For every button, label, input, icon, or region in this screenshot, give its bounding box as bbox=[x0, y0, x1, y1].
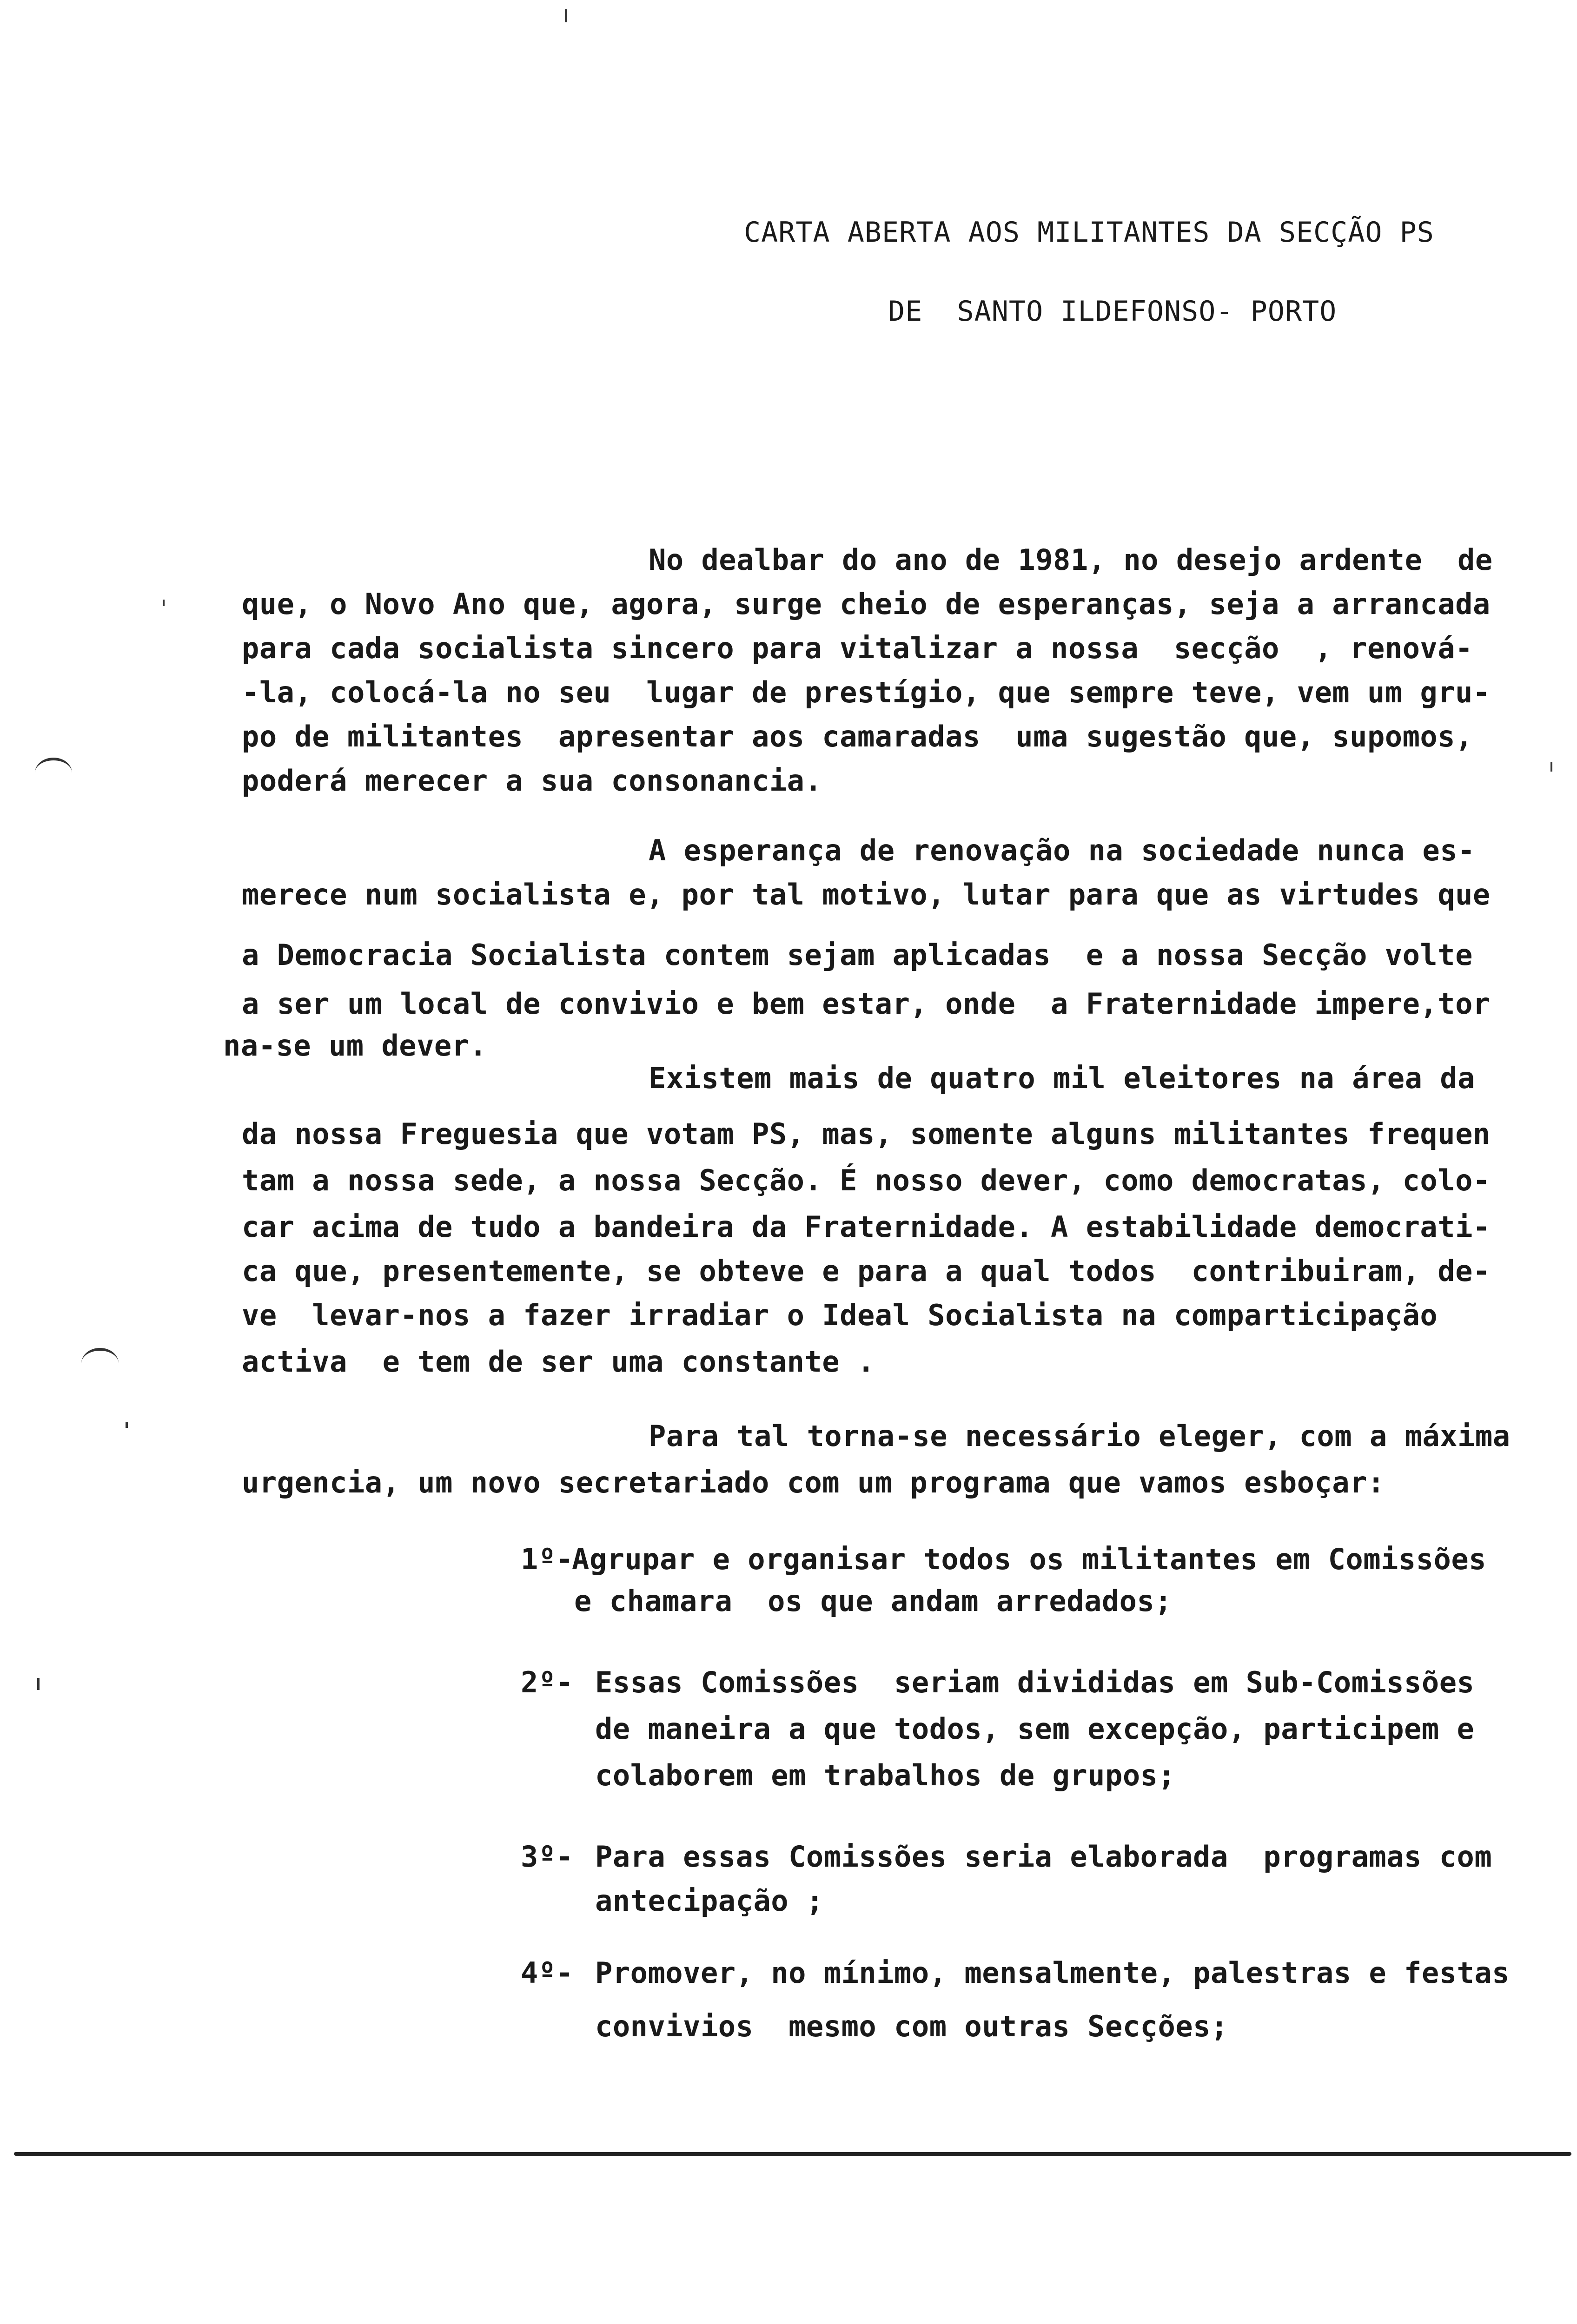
bottom-rule bbox=[14, 2152, 1571, 2156]
paragraph-2-line: a Democracia Socialista contem sejam aplicadas e a nossa Secção volte bbox=[242, 938, 1473, 972]
paragraph-1-line: -la, colocá-la no seu lugar de prestígio, que sempre teve, vem um gru- bbox=[242, 675, 1491, 709]
item-number: 2º- bbox=[521, 1665, 574, 1699]
item-text-line: Promover, no mínimo, mensalmente, palestras e festas bbox=[595, 1956, 1510, 1990]
item-number: 3º- bbox=[521, 1840, 574, 1874]
binder-hole-mark bbox=[35, 758, 72, 788]
scan-mark bbox=[1550, 762, 1552, 772]
paragraph-3-line: ca que, presentemente, se obteve e para a qual todos contribuiram, de- bbox=[242, 1254, 1491, 1288]
item-number: 4º- bbox=[521, 1956, 574, 1990]
paragraph-3-line: ve levar-nos a fazer irradiar o Ideal Socialista na comparticipação bbox=[242, 1298, 1438, 1332]
scan-mark bbox=[126, 1422, 128, 1428]
paragraph-3-line: tam a nossa sede, a nossa Secção. É nosso dever, como democratas, colo- bbox=[242, 1163, 1491, 1197]
paragraph-2-line: A esperança de renovação na sociedade nunca es- bbox=[649, 833, 1475, 867]
item-text-line: convivios mesmo com outras Secções; bbox=[595, 2009, 1228, 2043]
paragraph-2-line: na-se um dever. bbox=[223, 1029, 487, 1063]
paragraph-3-line: car acima de tudo a bandeira da Fraternidade. A estabilidade democrati- bbox=[242, 1210, 1491, 1244]
title-line-2: DE SANTO ILDEFONSO- PORTO bbox=[888, 295, 1337, 328]
paragraph-3-line: activa e tem de ser uma constante . bbox=[242, 1345, 875, 1379]
paragraph-2-line: a ser um local de convivio e bem estar, onde a Fraternidade impere,tor bbox=[242, 987, 1491, 1021]
paragraph-1-line: para cada socialista sincero para vitalizar a nossa secção , renová- bbox=[242, 631, 1473, 665]
item-text-line: de maneira a que todos, sem excepção, participem e bbox=[595, 1712, 1475, 1746]
item-text-line: colaborem em trabalhos de grupos; bbox=[595, 1758, 1176, 1792]
paragraph-4-line: urgencia, um novo secretariado com um programa que vamos esboçar: bbox=[242, 1466, 1385, 1499]
paragraph-1-line: que, o Novo Ano que, agora, surge cheio de esperanças, seja a arrancada bbox=[242, 587, 1491, 621]
scan-mark bbox=[37, 1678, 40, 1690]
binder-hole-mark bbox=[81, 1348, 119, 1379]
item-number: 1º- bbox=[521, 1542, 574, 1576]
title-line-1: CARTA ABERTA AOS MILITANTES DA SECÇÃO PS bbox=[744, 216, 1434, 249]
paragraph-3-line: Existem mais de quatro mil eleitores na área da bbox=[649, 1061, 1475, 1095]
scan-mark bbox=[565, 9, 567, 22]
item-text-line: Essas Comissões seriam divididas em Sub-Comissões bbox=[595, 1665, 1475, 1699]
scan-mark bbox=[163, 600, 165, 606]
paragraph-3-line: da nossa Freguesia que votam PS, mas, somente alguns militantes frequen bbox=[242, 1117, 1491, 1151]
item-text-line: Para essas Comissões seria elaborada programas com bbox=[595, 1840, 1492, 1874]
paragraph-4-line: Para tal torna-se necessário eleger, com a máxima bbox=[649, 1419, 1511, 1453]
paragraph-2-line: merece num socialista e, por tal motivo, lutar para que as virtudes que bbox=[242, 878, 1491, 911]
paragraph-1-line: poderá merecer a sua consonancia. bbox=[242, 764, 822, 798]
item-text-line: e chamara os que andam arredados; bbox=[574, 1584, 1173, 1618]
item-text-line: Agrupar e organisar todos os militantes em Comissões bbox=[572, 1542, 1487, 1576]
paragraph-1-line: po de militantes apresentar aos camaradas uma sugestão que, supomos, bbox=[242, 720, 1473, 753]
paragraph-1-line: No dealbar do ano de 1981, no desejo ardente de bbox=[649, 543, 1493, 577]
item-text-line: antecipação ; bbox=[595, 1884, 824, 1918]
